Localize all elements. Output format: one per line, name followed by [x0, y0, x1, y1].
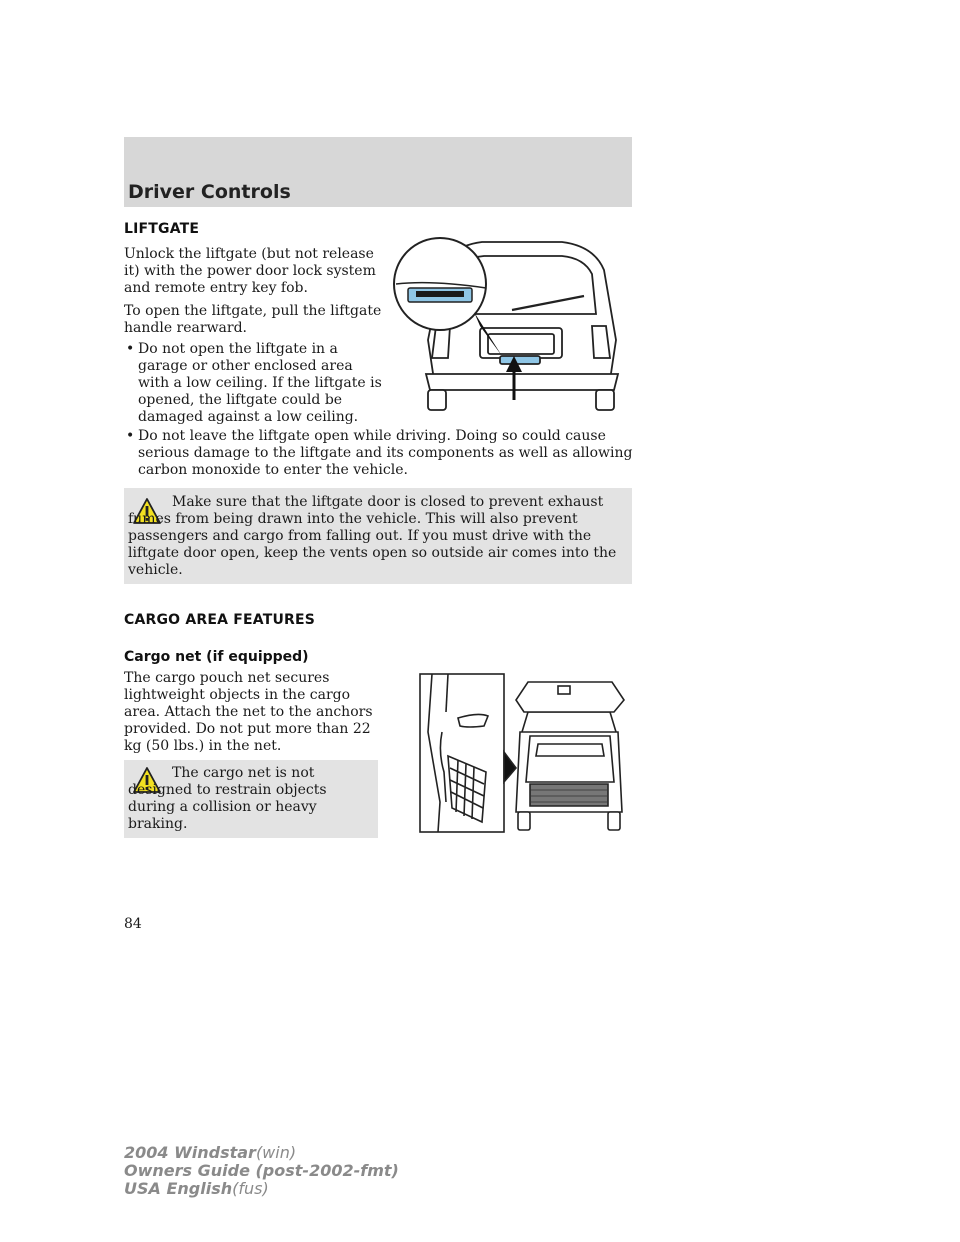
- liftgate-para-1: Unlock the liftgate (but not release it) with the power door lock system and remote entry key fob.: [124, 246, 376, 296]
- liftgate-bullet-1: • Do not open the liftgate in a garage or other enclosed area with a low ceiling. If the liftgate is opened, the liftgate could be damaged against a low ceiling.: [124, 341, 388, 426]
- cargo-net-illustration: [418, 672, 630, 838]
- footer-language-code: (fus): [232, 1179, 269, 1198]
- liftgate-para-2: To open the liftgate, pull the liftgate handle rearward.: [124, 303, 382, 336]
- footer-model-code: (win): [255, 1143, 297, 1162]
- liftgate-bullet-2: • Do not leave the liftgate open while driving. Doing so could cause serious damage to the liftgate and its components as well as allowing carbon monoxide to enter the vehicle.: [124, 428, 634, 479]
- footer-model: 2004 Windstar: [124, 1143, 256, 1162]
- liftgate-illustration: [392, 230, 628, 412]
- cargo-subheading: Cargo net (if equipped): [124, 649, 309, 665]
- liftgate-warning-text: Make sure that the liftgate door is closed to prevent exhaust fumes from being drawn into the vehicle. This will also prevent passengers and cargo from falling out. If you must drive with the liftgate door open, keep the vents open so outside air comes into the vehicle.: [128, 494, 617, 578]
- footer-language: USA English: [124, 1179, 233, 1198]
- cargo-warning-text: The cargo net is not designed to restrain objects during a collision or heavy braking.: [128, 765, 327, 832]
- cargo-para: The cargo pouch net secures lightweight objects in the cargo area. Attach the net to the anchors provided. Do not put more than 22 kg (50 lbs.) in the net.: [124, 670, 373, 754]
- footer-guide: Owners Guide (post-2002-fmt): [124, 1161, 399, 1180]
- page-number: 84: [124, 916, 142, 932]
- cargo-heading: CARGO AREA FEATURES: [124, 612, 316, 628]
- liftgate-heading: LIFTGATE: [124, 221, 200, 237]
- header-title: Driver Controls: [128, 181, 291, 203]
- document-footer: [124, 1144, 399, 1198]
- page-header: [124, 137, 632, 207]
